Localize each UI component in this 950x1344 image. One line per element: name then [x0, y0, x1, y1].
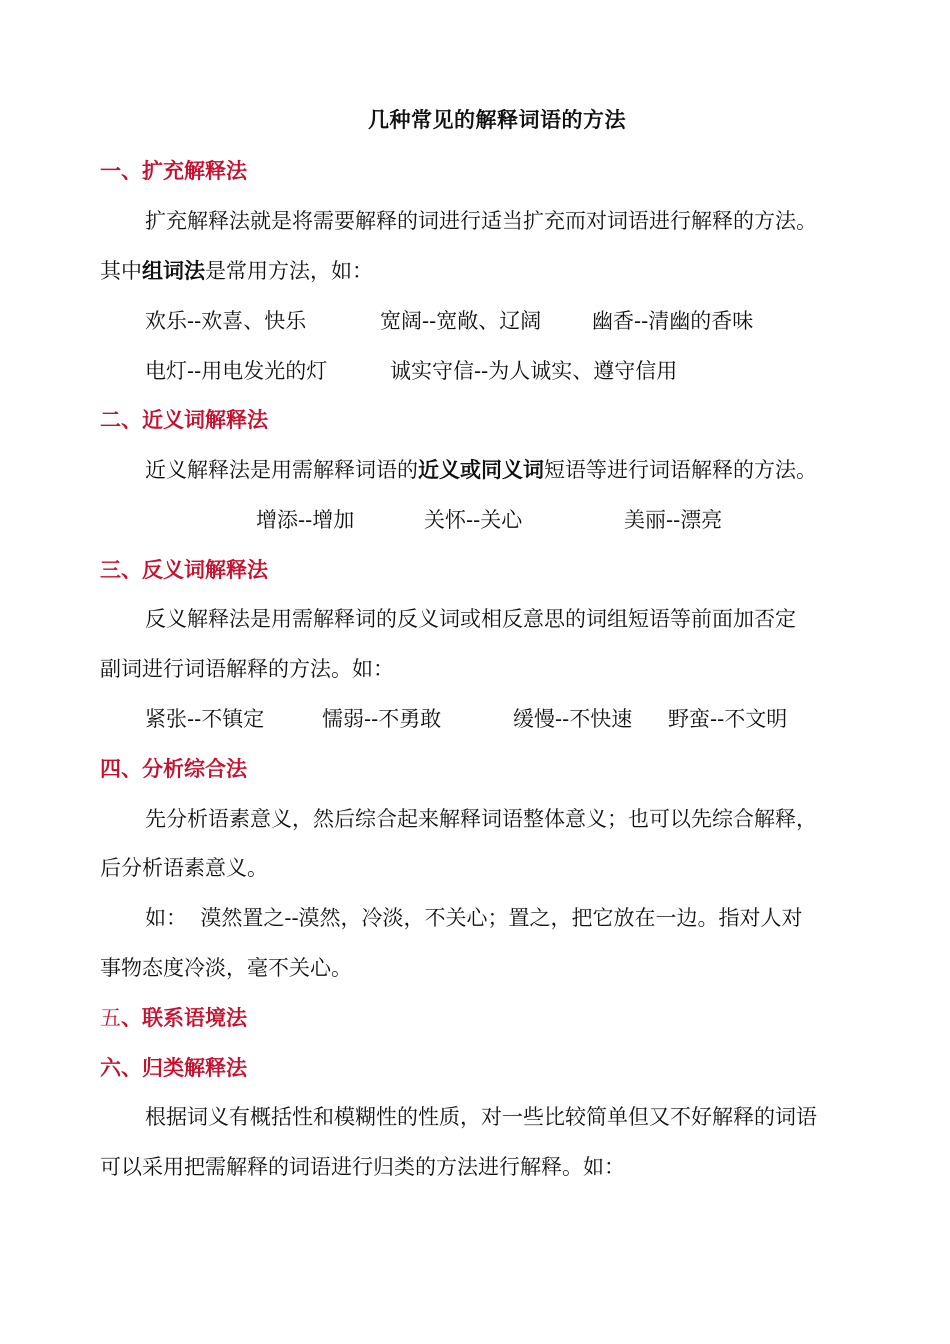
paragraph-line: 扩充解释法就是将需要解释的词进行适当扩充而对词语进行解释的方法。 — [145, 209, 817, 233]
example-item: 欢乐--欢喜、快乐 — [145, 309, 307, 333]
text-run: 近义解释法是用需解释词语的 — [145, 458, 418, 482]
section-heading-4: 四、分析综合法 — [100, 756, 247, 781]
section-heading-5 — [100, 1003, 247, 1033]
example-item: 美丽--漂亮 — [624, 508, 723, 532]
paragraph-line: 后分析语素意义。 — [100, 856, 268, 880]
paragraph-line — [145, 455, 817, 485]
section-heading-3: 三、反义词解释法 — [100, 557, 268, 582]
bold-term: 组词法 — [142, 258, 205, 283]
example-item: 电灯--用电发光的灯 — [145, 359, 328, 383]
paragraph-line: 事物态度冷淡，毫不关心。 — [100, 956, 352, 980]
heading-number: 五 — [100, 1006, 121, 1030]
paragraph-line: 可以采用把需解释的词语进行归类的方法进行解释。如： — [100, 1155, 625, 1179]
section-heading-6: 六、归类解释法 — [100, 1055, 247, 1080]
heading-text: 、联系语境法 — [121, 1005, 247, 1030]
example-item: 宽阔--宽敞、辽阔 — [380, 309, 542, 333]
example-item: 关怀--关心 — [424, 508, 523, 532]
example-item: 增添--增加 — [256, 508, 355, 532]
section-heading-2: 二、近义词解释法 — [100, 407, 268, 432]
example-item: 缓慢--不快速 — [513, 707, 633, 731]
text-run: 是常用方法，如： — [205, 259, 373, 283]
paragraph-line: 如： 漠然置之--漠然，冷淡，不关心；置之，把它放在一边。指对人对 — [145, 906, 803, 930]
text-run: 其中 — [100, 259, 142, 283]
page-title: 几种常见的解释词语的方法 — [368, 107, 626, 132]
paragraph-line: 副词进行词语解释的方法。如： — [100, 657, 394, 681]
paragraph-line: 反义解释法是用需解释词的反义词或相反意思的词组短语等前面加否定 — [145, 607, 796, 631]
example-item: 懦弱--不勇敢 — [322, 707, 442, 731]
bold-term: 近义或同义词 — [418, 457, 544, 482]
text-run: 短语等进行词语解释的方法。 — [544, 458, 817, 482]
paragraph-line: 先分析语素意义，然后综合起来解释词语整体意义；也可以先综合解释， — [145, 807, 817, 831]
example-item: 野蛮--不文明 — [668, 707, 788, 731]
example-item: 诚实守信--为人诚实、遵守信用 — [390, 359, 678, 383]
paragraph-line: 根据词义有概括性和模糊性的性质，对一些比较简单但又不好解释的词语 — [145, 1105, 817, 1129]
section-heading-1: 一、扩充解释法 — [100, 158, 247, 183]
example-item: 幽香--清幽的香味 — [592, 309, 754, 333]
example-item: 紧张--不镇定 — [145, 707, 265, 731]
paragraph-line — [100, 256, 860, 286]
